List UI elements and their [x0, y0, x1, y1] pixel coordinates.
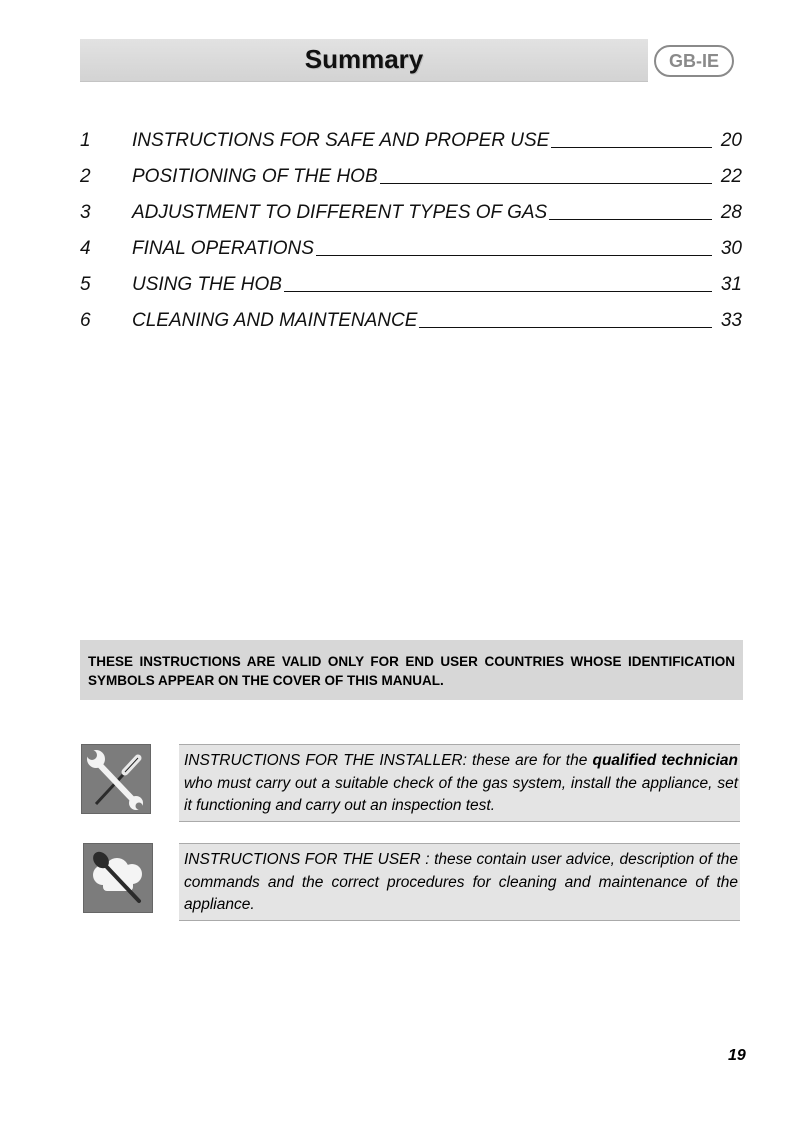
toc-leader [551, 147, 712, 148]
installer-text-end: who must carry out a suitable check of the gas system, install the appliance, set it functioning and carry out an inspection test. [184, 774, 738, 814]
toc-title: FINAL OPERATIONS [132, 238, 314, 259]
toc-title: USING THE HOB [132, 274, 282, 295]
toc-leader [380, 183, 712, 184]
toc-number: 1 [80, 130, 91, 151]
toc-leader [316, 255, 712, 256]
country-badge: GB-IE [654, 45, 734, 77]
page-number: 19 [728, 1047, 746, 1064]
toc-leader [549, 219, 712, 220]
toc-number: 2 [80, 166, 91, 187]
toc-page: 20 [720, 130, 742, 151]
toc-page: 33 [720, 310, 742, 331]
tools-icon [81, 744, 151, 814]
toc-number: 4 [80, 238, 91, 259]
toc-leader [419, 327, 712, 328]
toc-page: 31 [720, 274, 742, 295]
toc-row[interactable] [80, 296, 742, 332]
toc-row[interactable] [80, 260, 742, 296]
toc-page: 30 [720, 238, 742, 259]
title-bar [80, 39, 648, 82]
user-instructions: INSTRUCTIONS FOR THE USER : these contain user advice, description of the commands and the correct procedures for cleaning and maintenance of the appliance. [179, 843, 740, 921]
toc-row[interactable] [80, 116, 742, 152]
toc-number: 3 [80, 202, 91, 223]
toc-number: 5 [80, 274, 91, 295]
installer-text-bold: qualified technician [592, 752, 738, 769]
table-of-contents [80, 116, 742, 332]
installer-text-start: INSTRUCTIONS FOR THE INSTALLER: these are for the [184, 752, 593, 769]
toc-title: INSTRUCTIONS FOR SAFE AND PROPER USE [132, 130, 550, 151]
toc-page: 28 [720, 202, 742, 223]
installer-instructions [179, 744, 740, 822]
page-title: Summary [304, 44, 424, 74]
toc-row[interactable] [80, 224, 742, 260]
toc-title: CLEANING AND MAINTENANCE [132, 310, 418, 331]
toc-row[interactable] [80, 152, 742, 188]
country-notice: THESE INSTRUCTIONS ARE VALID ONLY FOR END USER COUNTRIES WHOSE IDENTIFICATION SYMBOLS APPEAR ON THE COVER OF THIS MANUAL. [80, 640, 743, 700]
toc-number: 6 [80, 310, 91, 331]
toc-page: 22 [720, 166, 742, 187]
toc-row[interactable] [80, 188, 742, 224]
toc-title: POSITIONING OF THE HOB [132, 166, 378, 187]
toc-leader [284, 291, 712, 292]
chef-spoon-icon [83, 843, 153, 913]
toc-title: ADJUSTMENT TO DIFFERENT TYPES OF GAS [132, 202, 548, 223]
